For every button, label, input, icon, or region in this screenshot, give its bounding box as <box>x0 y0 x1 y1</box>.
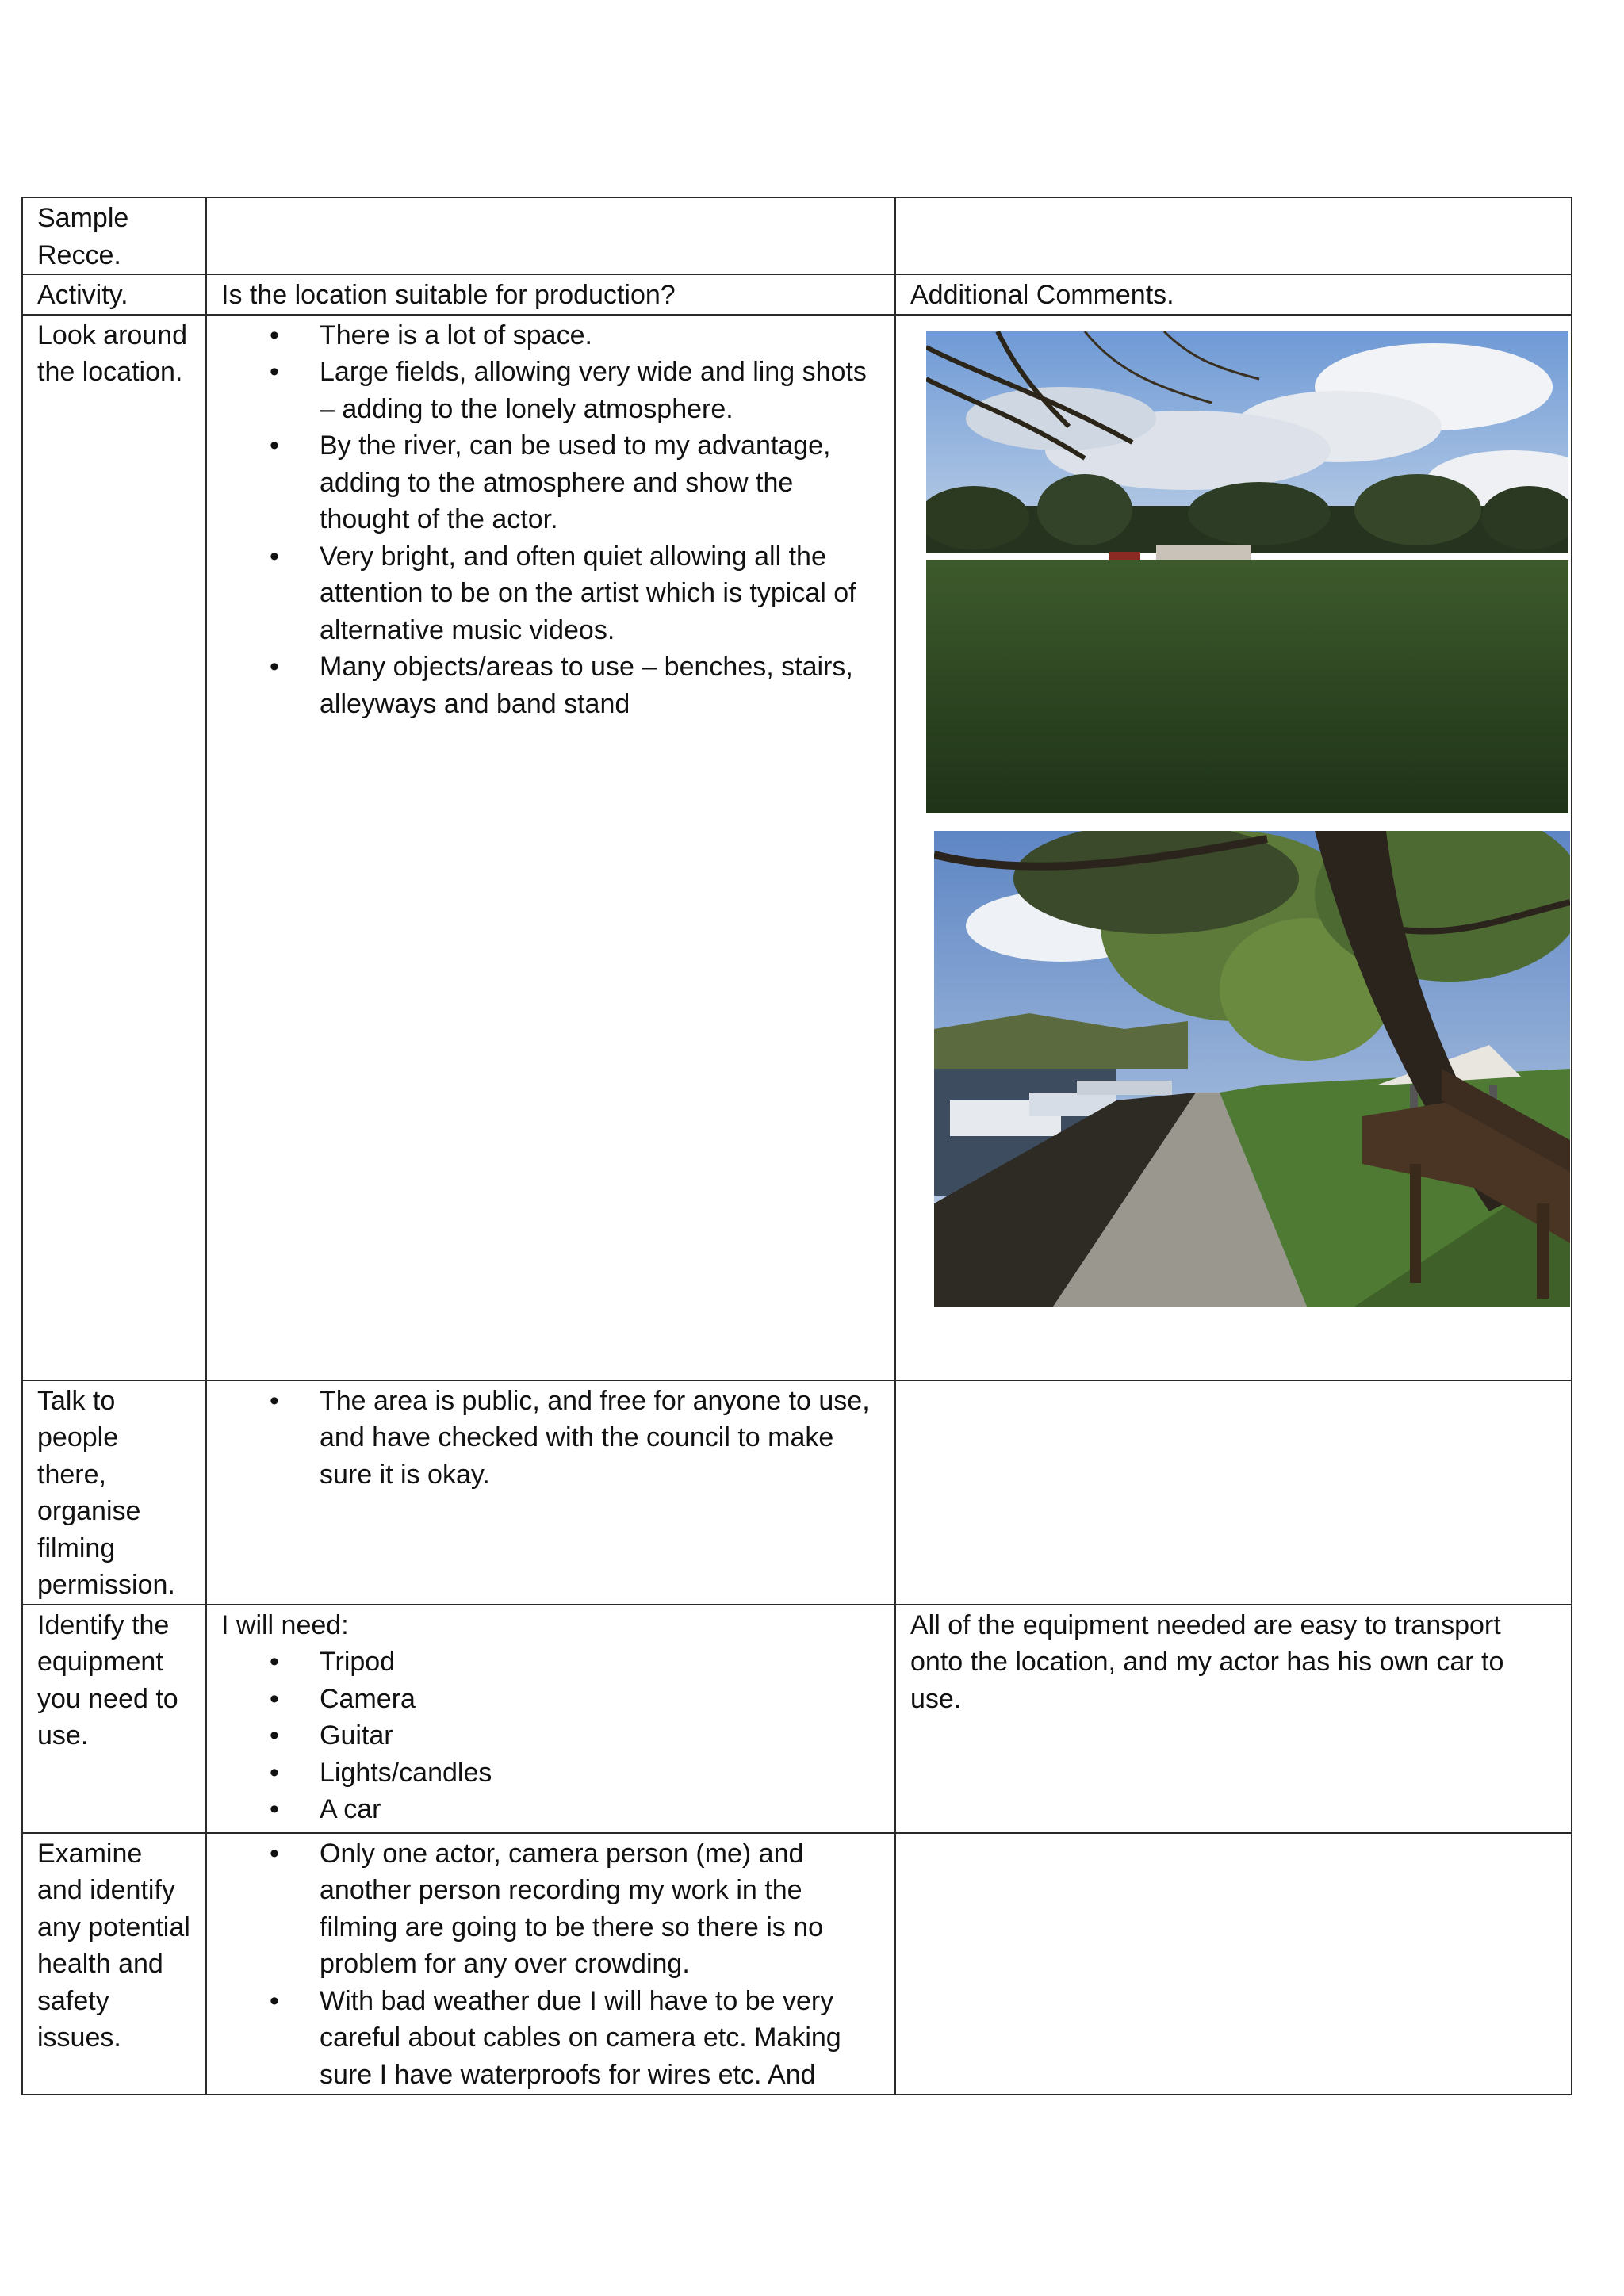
riverside-photo <box>934 831 1570 1307</box>
field-photo <box>926 331 1568 813</box>
activity-cell: Examine and identify any potential health and safety issues. <box>22 1833 206 2095</box>
list-item: • By the river, can be used to my advantage, adding to the atmosphere and show the thought of the actor. <box>221 427 880 538</box>
bullet-list <box>221 1644 880 1828</box>
table-row <box>22 1380 1572 1605</box>
comments-cell <box>895 1380 1572 1605</box>
list-item: • Lights/candles <box>221 1755 880 1792</box>
list-item: • Many objects/areas to use – benches, stairs, alleyways and band stand <box>221 649 880 722</box>
list-item: • Guitar <box>221 1717 880 1755</box>
field-photo-image <box>926 331 1568 813</box>
header-row <box>22 274 1572 315</box>
title-cell: Sample Recce. <box>22 197 206 274</box>
list-item: • The area is public, and free for anyone to use, and have checked with the council to make sure it is okay. <box>221 1383 880 1494</box>
comments-cell <box>895 1833 1572 2095</box>
suitability-cell <box>206 315 895 1380</box>
list-item: • A car <box>221 1791 880 1828</box>
bullet-list <box>221 317 880 723</box>
title-row <box>22 197 1572 274</box>
suitability-cell <box>206 1380 895 1605</box>
table-row <box>22 1833 1572 2095</box>
bullet-list <box>221 1383 880 1494</box>
table-row <box>22 1605 1572 1833</box>
riverside-photo-image <box>934 831 1570 1307</box>
suitability-cell <box>206 1833 895 2095</box>
bullet-list <box>221 1835 880 2094</box>
activity-cell: Look around the location. <box>22 315 206 1380</box>
list-item: • Only one actor, camera person (me) and another person recording my work in the filming are going to be there so there is no problem for any over crowding. <box>221 1835 880 1983</box>
list-item: • Camera <box>221 1681 880 1718</box>
activity-cell: Identify the equipment you need to use. <box>22 1605 206 1833</box>
empty-cell <box>206 197 895 274</box>
list-item: • With bad weather due I will have to be very careful about cables on camera etc. Making sure I have waterproofs for wires etc. And <box>221 1983 880 2094</box>
comments-cell: All of the equipment needed are easy to transport onto the location, and my actor has his own car to use. <box>895 1605 1572 1833</box>
header-suitable: Is the location suitable for production? <box>206 274 895 315</box>
list-item: • Large fields, allowing very wide and ling shots – adding to the lonely atmosphere. <box>221 354 880 427</box>
list-intro: I will need: <box>221 1609 349 1640</box>
empty-cell <box>895 197 1572 274</box>
list-item: • Very bright, and often quiet allowing all the attention to be on the artist which is typical of alternative music videos. <box>221 538 880 649</box>
header-activity: Activity. <box>22 274 206 315</box>
suitability-cell <box>206 1605 895 1833</box>
list-item: • There is a lot of space. <box>221 317 880 354</box>
activity-cell: Talk to people there, organise filming permission. <box>22 1380 206 1605</box>
list-item: • Tripod <box>221 1644 880 1681</box>
header-comments: Additional Comments. <box>895 274 1572 315</box>
